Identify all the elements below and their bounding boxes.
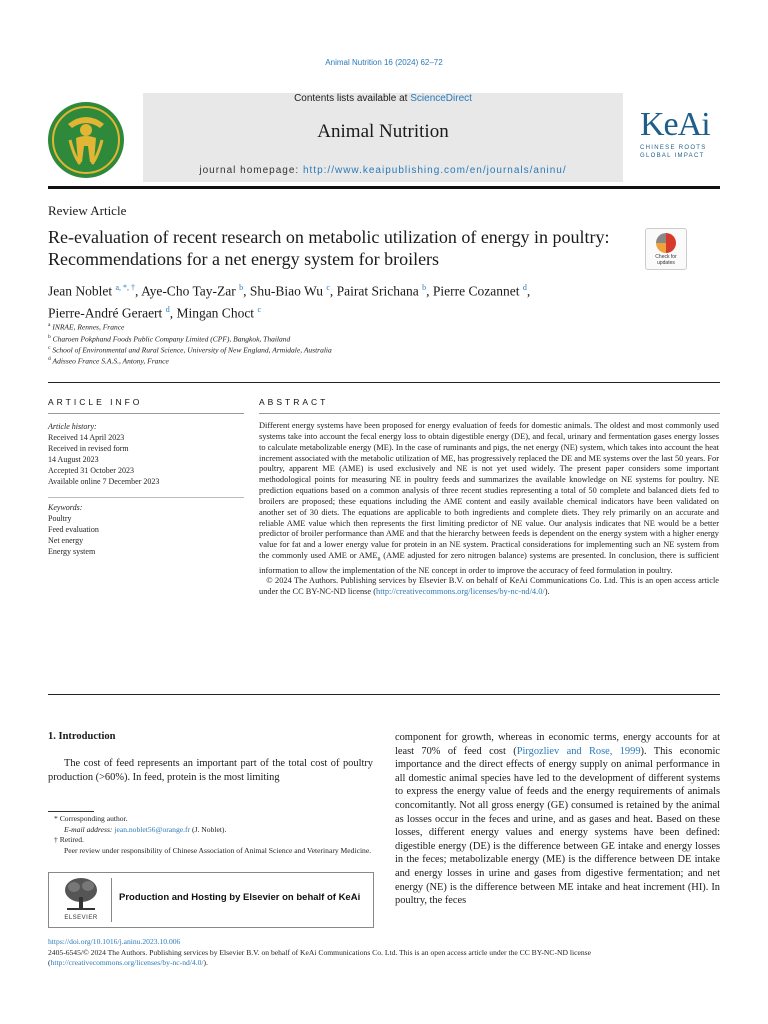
elsevier-tree-icon [61,877,101,911]
author-sep: , [169,305,177,320]
affiliation-c [48,345,332,355]
footer-paren: ( [48,958,51,967]
footnote-symbol: † [54,835,58,844]
author-name[interactable]: Aye-Cho Tay-Zar [141,283,236,299]
history-item: Available online 7 December 2023 [48,477,160,486]
article-info-rule [48,413,244,414]
intro-paragraph-left [48,757,373,784]
header-rule [48,186,720,189]
page-footer [48,937,720,969]
history-item: 14 August 2023 [48,455,99,464]
keai-tagline-2: GLOBAL IMPACT [640,153,705,159]
keyword[interactable]: Net energy [48,536,84,545]
section-rule-top [48,382,720,383]
abstract-text: Different energy systems have been proposed for energy evaluation of feeds for domestic animals. The oldest and most commonly used systems take into account the fecal energy loss to obtain digestible energy (DE), and fecal, urinary and fermentation gases energy losses to calculate metabolizable energy (ME). In the case of ruminants and pigs, the net energy (NE) system, which takes into account the heat increment associated with the metabolic utilization of ME, has progressively replaced the DE and ME systems over the last 50 years. For poultry, apparent ME (AME) is used exclusively and NE is not yet used widely. The present paper considers some important methodological points for measuring NE in poultry feeds and summarizes the available knowledge on NE systems for poultry. NE prediction equations based on a common analysis of three recent studies representing a total of 50 complete and balanced diets fed to broilers are proposed; these equations including the AME content and easily available chemical indicators have been validated on another set of 30 diets. The equations are applicable to both ingredients and complete diets. They rely primarily on an accurate and reliable AME value which then represents the first limiting predictor of NE value. Our analysis indicates that NE would be a better predictor of broiler performance than AME and that the hierarchy between feeds is dependent on the energy system with a higher energy value for fat and a lower energy value for protein in an NE system. Practical considerations for implementing such an NE system from the commonly used AME or AME [259,421,719,561]
footnote-symbol: * [54,814,58,823]
author-sep: , [243,283,250,299]
elsevier-divider [111,878,112,922]
keai-wordmark: KeAi [640,106,710,143]
keai-tagline-1: CHINESE ROOTS [640,145,707,151]
abstract-paragraph [259,421,719,576]
abstract-rule [259,413,720,414]
author-sep: , [426,283,433,299]
license-link[interactable]: http://creativecommons.org/licenses/by-nc-nd/4.0/ [376,587,545,597]
keywords [48,502,248,557]
affil-label: a [48,322,51,328]
affil-text: Charoen Pokphand Foods Public Company Limited (CPF), Bangkok, Thailand [52,334,291,344]
elsevier-logo [55,877,107,923]
author-affil[interactable]: c [257,304,261,314]
affil-label: d [48,356,51,362]
affiliation-d [48,356,169,366]
homepage-prefix: journal homepage: [199,165,303,176]
keywords-heading: Keywords: [48,503,83,512]
affil-text: School of Environmental and Rural Science, University of New England, Armidale, Australia [52,345,332,355]
journal-title: Animal Nutrition [317,121,449,142]
copyright-text: © 2024 The Authors. Publishing services by Elsevier B.V. on behalf of KeAi Communications Co. Ltd. This is an open access article under the CC BY-NC-ND license ( [259,576,719,597]
elsevier-hosting-text: Production and Hosting by Elsevier on behalf of KeAi [119,892,361,903]
abstract-copyright [259,576,719,598]
intro-heading: 1. Introduction [48,731,116,742]
history-item: Received in revised form [48,444,129,453]
history-item: Accepted 31 October 2023 [48,466,134,475]
footnote-rule [48,811,94,812]
affil-text: INRAE, Rennes, France [52,322,125,332]
author-name[interactable]: Mingan Choct [176,305,255,320]
sciencedirect-link[interactable]: ScienceDirect [410,93,472,104]
doi-link[interactable]: https://doi.org/10.1016/j.aninu.2023.10.006 [48,937,181,946]
intro-paragraph-right [395,731,720,908]
journal-logo [46,100,126,180]
footnote-peer-review: Peer review under responsibility of Chinese Association of Animal Science and Veterinary Medicine. [64,845,372,855]
author-list [48,279,668,322]
abstract-body [259,421,719,598]
elsevier-name: ELSEVIER [64,915,98,921]
author-name[interactable]: Pierre-André Geraert [48,305,163,320]
footer-license-link[interactable]: http://creativecommons.org/licenses/by-nc-nd/4.0/ [50,958,204,967]
footer-license [48,958,720,969]
intro-p2-a: component for growth, whereas in economic terms, energy accounts for at least 70% of feed cost ( [395,732,720,757]
article-type: Review Article [48,203,127,218]
check-updates-icon [656,233,676,253]
article-history [48,421,248,487]
intro-p2 [395,731,720,908]
history-item: Received 14 April 2023 [48,433,125,442]
article-info-heading: ARTICLE INFO [48,397,143,407]
history-heading: Article history: [48,422,97,431]
issn-line: 2405-6545/© 2024 The Authors. Publishing services by Elsevier B.V. on behalf of KeAi Communications Co. Ltd. This is an open access article under the CC BY-NC-ND license [48,947,591,957]
keai-logo [640,108,724,160]
check-updates-label: Check for updates [655,254,677,266]
footnote-text: Retired. [59,835,84,844]
footnote-retired [48,835,373,846]
contents-prefix: Contents lists available at [294,93,411,104]
email-label: E-mail address: [64,824,115,834]
author-name[interactable]: Jean Noblet [48,283,113,299]
contents-line [143,93,623,104]
intro-p2-b: ). This economic importance and the direct effects of energy supply on animal performance in all domestic animal species have led to the development of different systems to express the energy value of feeds and the energy requirements of animals concomitantly. Not all gross energy (GE) consumed is retained by the animal as losses occur in the feces and urine, and as gases and heat. Based on these losses, different energy values and energy systems have been defined: digestible energy (DE) is the difference between GE intake and energy losses in the feces; metabolizable energy (ME) is the difference between DE intake and energy losses in urine and gases from digestive fermentation; and net energy (NE) is the difference between ME intake and heat increment (HI). In poultry, the feces [395,745,720,907]
author-affil[interactable]: d [165,304,170,314]
author-affil[interactable]: c [326,283,330,292]
footnote-corresponding [48,814,373,825]
homepage-link[interactable]: http://www.keaipublishing.com/en/journals/aninu/ [302,165,567,176]
copyright-end: ). [544,587,550,597]
footnote-text: Corresponding author. [59,814,128,823]
reference-link[interactable]: Pirgozliev and Rose, 1999 [516,745,641,757]
author-name[interactable]: Pairat Srichana [336,283,419,299]
keyword[interactable]: Poultry [48,514,72,523]
affil-text: Adisseo France S.A.S., Antony, France [52,356,169,366]
keyword[interactable]: Feed evaluation [48,525,99,534]
abstract-subscript: n [377,556,381,563]
footnotes [48,811,373,856]
affil-label: c [48,345,51,351]
affiliation-b [48,334,290,344]
footer-paren: ). [203,958,208,967]
check-for-updates-button[interactable] [645,228,687,270]
keyword[interactable]: Energy system [48,547,96,556]
author-affil[interactable]: b [422,283,427,292]
author-sep: , [329,283,337,299]
author-sep: , [526,283,531,299]
elsevier-hosting-box [48,872,374,928]
author-affil[interactable]: d [522,283,527,292]
email-owner: (J. Noblet). [190,824,227,834]
author-affil[interactable]: b [239,283,244,292]
section-rule-bottom [48,694,720,695]
abstract-text-end: (AME adjusted for zero nitrogen balance) systems are presented. In conclusion, there is sufficient information to allow the implementation of the NE concept in order to improve the accuracy of feed formulation in poultry. [259,551,720,575]
journal-citation[interactable]: Animal Nutrition 16 (2024) 62–72 [325,58,443,67]
abstract-heading: ABSTRACT [259,397,329,407]
journal-homepage [143,165,623,176]
keywords-rule [48,497,244,498]
footnote-email [48,825,373,836]
affil-label: b [48,334,51,340]
affiliation-a [48,322,124,332]
author-name[interactable]: Shu-Biao Wu [249,283,323,299]
author-name[interactable]: Pierre Cozannet [432,283,520,299]
article-title: Re-evaluation of recent research on metabolic utilization of energy in poultry: Recommendations for a net energy system for broilers [48,227,610,269]
intro-p1: The cost of feed represents an important part of the total cost of poultry production (>60%). In feed, protein is the most limiting [48,758,373,783]
author-affil[interactable]: a, *, † [115,283,136,292]
author-sep: , [135,283,142,299]
email-link[interactable]: jean.noblet56@orange.fr [114,824,191,834]
